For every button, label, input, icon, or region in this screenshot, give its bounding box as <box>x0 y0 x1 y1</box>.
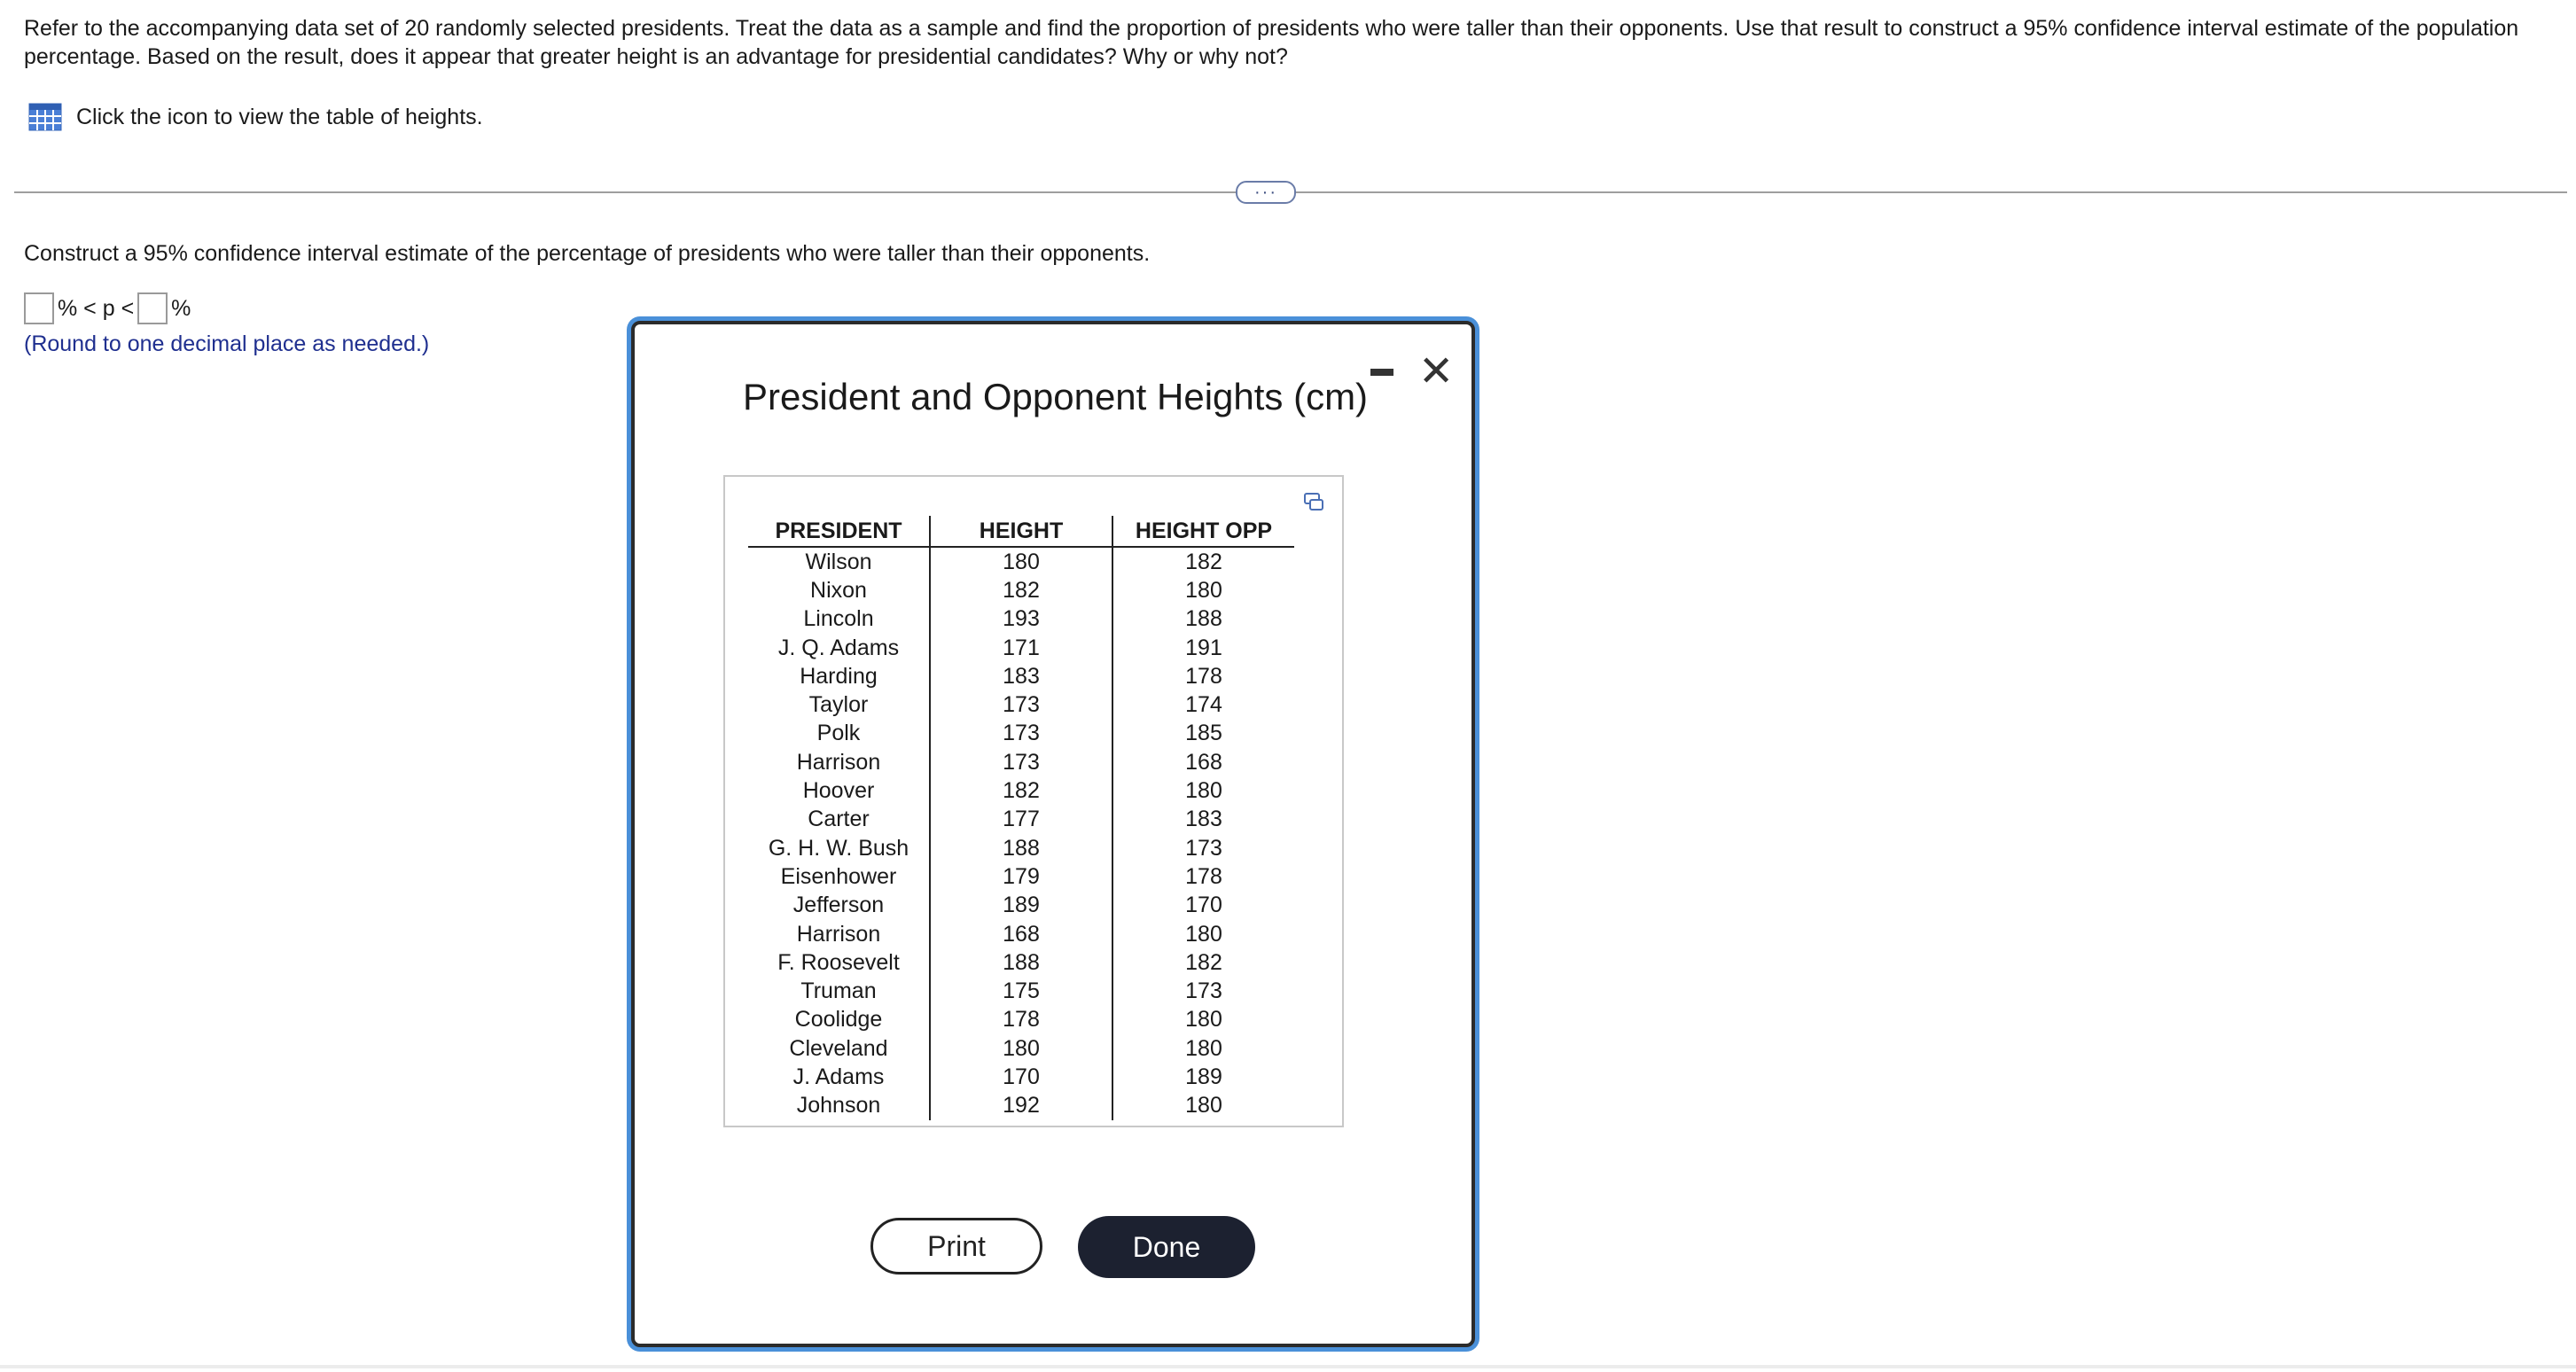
expand-more-button[interactable]: ··· <box>1236 181 1296 204</box>
opponent-height-cell: 178 <box>1112 862 1294 891</box>
view-table-link[interactable] <box>28 103 483 131</box>
header-president: PRESIDENT <box>748 516 930 547</box>
opponent-height-cell: 173 <box>1112 977 1294 1005</box>
opponent-height-cell: 168 <box>1112 748 1294 776</box>
opponent-height-cell: 180 <box>1112 1034 1294 1063</box>
header-height-opp: HEIGHT OPP <box>1112 516 1294 547</box>
president-name-cell: Hoover <box>802 778 875 804</box>
opponent-height-cell: 191 <box>1112 634 1294 662</box>
president-name-cell: Carter <box>808 807 870 832</box>
height-cell: 180 <box>930 547 1112 576</box>
table-row <box>748 948 1294 977</box>
bottom-rule <box>0 1365 2576 1368</box>
height-cell: 177 <box>930 806 1112 834</box>
president-name-cell: Johnson <box>796 1093 881 1119</box>
opponent-height-cell: 180 <box>1112 576 1294 604</box>
president-name-cell: Coolidge <box>794 1007 883 1033</box>
question-text: Construct a 95% confidence interval estimate of the percentage of presidents who were taller than their opponents. <box>24 241 1151 266</box>
height-cell: 173 <box>930 748 1112 776</box>
table-row <box>748 1063 1294 1091</box>
rounding-note: (Round to one decimal place as needed.) <box>24 331 430 356</box>
heights-table-container <box>723 475 1344 1127</box>
president-name-cell: Harrison <box>796 749 881 775</box>
height-cell: 188 <box>930 948 1112 977</box>
interval-middle-text: % < p < <box>58 295 135 321</box>
table-row <box>748 576 1294 604</box>
header-height: HEIGHT <box>930 516 1112 547</box>
height-cell: 170 <box>930 1063 1112 1091</box>
opponent-height-cell: 180 <box>1112 1092 1294 1120</box>
president-name-cell: Eisenhower <box>780 863 897 889</box>
president-name-cell: F. Roosevelt <box>777 949 900 975</box>
opponent-height-cell: 178 <box>1112 662 1294 690</box>
president-name-cell: Cleveland <box>789 1035 888 1061</box>
height-cell: 192 <box>930 1092 1112 1120</box>
height-cell: 193 <box>930 605 1112 634</box>
president-name-cell: Taylor <box>808 692 869 718</box>
print-button[interactable]: Print <box>870 1218 1042 1275</box>
opponent-height-cell: 182 <box>1112 547 1294 576</box>
problem-statement: Refer to the accompanying data set of 20 randomly selected presidents. Treat the data as a sample and find the proportion of presidents who were taller than their opponents. Use that result to construct a 95% confidence interval estimate of the population percentage. Based on the result, does it appear that greater height is an advantage for presidential candidates? Why or why not? <box>24 16 2519 69</box>
height-cell: 189 <box>930 892 1112 920</box>
height-cell: 175 <box>930 977 1112 1005</box>
height-cell: 182 <box>930 576 1112 604</box>
done-button[interactable]: Done <box>1078 1216 1255 1278</box>
opponent-height-cell: 173 <box>1112 834 1294 862</box>
table-row <box>748 1006 1294 1034</box>
table-row <box>748 547 1294 576</box>
dialog-title: President and Opponent Heights (cm) <box>743 376 1369 417</box>
opponent-height-cell: 188 <box>1112 605 1294 634</box>
heights-table <box>748 516 1294 1120</box>
upper-bound-input[interactable] <box>137 292 168 324</box>
height-cell: 178 <box>930 1006 1112 1034</box>
close-icon[interactable]: ✕ <box>1418 348 1455 395</box>
table-row <box>748 977 1294 1005</box>
president-name-cell: Harding <box>800 663 878 689</box>
table-header-row <box>748 516 1294 547</box>
president-name-cell: J. Adams <box>792 1064 885 1089</box>
minimize-icon[interactable] <box>1370 369 1393 376</box>
table-row <box>748 920 1294 948</box>
height-cell: 180 <box>930 1034 1112 1063</box>
heights-table-dialog <box>631 321 1475 1347</box>
table-row <box>748 605 1294 634</box>
president-name-cell: J. Q. Adams <box>777 635 900 660</box>
height-cell: 168 <box>930 920 1112 948</box>
president-name-cell: Truman <box>800 978 877 1004</box>
president-name-cell: Jefferson <box>792 893 885 918</box>
opponent-height-cell: 189 <box>1112 1063 1294 1091</box>
president-name-cell: G. H. W. Bush <box>768 835 909 861</box>
opponent-height-cell: 180 <box>1112 776 1294 805</box>
table-row <box>748 862 1294 891</box>
confidence-interval-answer <box>24 292 194 324</box>
height-cell: 182 <box>930 776 1112 805</box>
table-row <box>748 1092 1294 1120</box>
opponent-height-cell: 180 <box>1112 1006 1294 1034</box>
opponent-height-cell: 170 <box>1112 892 1294 920</box>
table-row <box>748 834 1294 862</box>
copy-icon[interactable] <box>1303 491 1324 512</box>
height-cell: 173 <box>930 720 1112 748</box>
president-name-cell: Harrison <box>796 921 881 947</box>
table-row <box>748 662 1294 690</box>
table-grid-icon[interactable] <box>28 103 62 131</box>
president-name-cell: Polk <box>816 721 861 746</box>
height-cell: 171 <box>930 634 1112 662</box>
table-row <box>748 776 1294 805</box>
height-cell: 173 <box>930 690 1112 719</box>
height-cell: 188 <box>930 834 1112 862</box>
table-row <box>748 1034 1294 1063</box>
opponent-height-cell: 185 <box>1112 720 1294 748</box>
percent-suffix: % <box>171 295 191 321</box>
opponent-height-cell: 174 <box>1112 690 1294 719</box>
view-table-label[interactable]: Click the icon to view the table of heights. <box>76 104 483 129</box>
table-row <box>748 720 1294 748</box>
opponent-height-cell: 183 <box>1112 806 1294 834</box>
president-name-cell: Wilson <box>805 549 872 574</box>
height-cell: 179 <box>930 862 1112 891</box>
president-name-cell: Nixon <box>810 577 867 603</box>
table-row <box>748 690 1294 719</box>
president-name-cell: Lincoln <box>803 606 874 632</box>
table-row <box>748 806 1294 834</box>
table-row <box>748 748 1294 776</box>
table-row <box>748 892 1294 920</box>
height-cell: 183 <box>930 662 1112 690</box>
table-body <box>748 547 1294 1120</box>
opponent-height-cell: 180 <box>1112 920 1294 948</box>
opponent-height-cell: 182 <box>1112 948 1294 977</box>
table-row <box>748 634 1294 662</box>
lower-bound-input[interactable] <box>24 292 54 324</box>
